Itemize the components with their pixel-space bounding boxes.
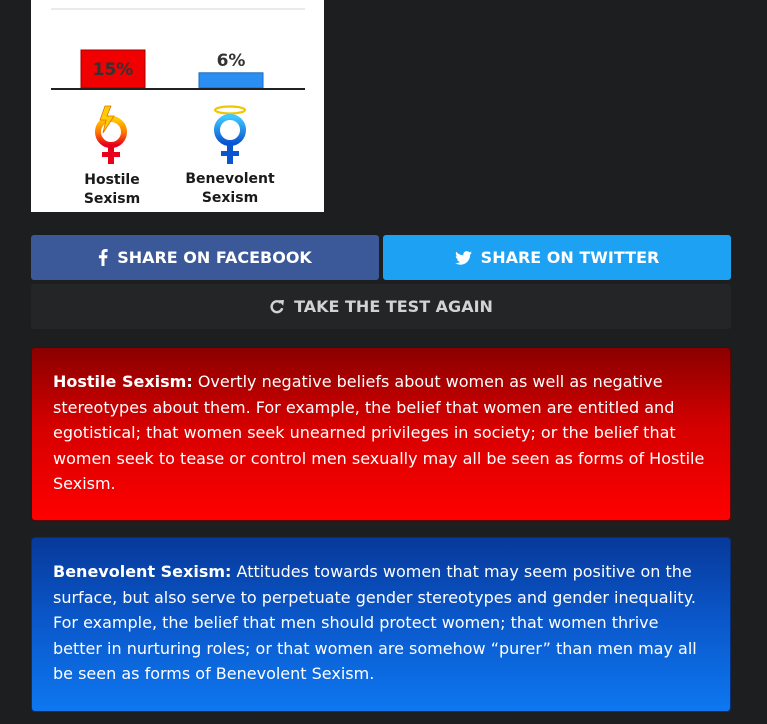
venus-lightning-icon: [98, 106, 124, 164]
hostile-sexism-term: Hostile Sexism:: [53, 372, 193, 391]
bar-value-label: 15%: [92, 60, 134, 80]
take-test-again-button[interactable]: [31, 284, 731, 329]
benevolent-sexism-text: Attitudes towards women that may seem positive on the surface, but also serve to perpetuate gender stereotypes and gender inequality. For example, the belief that men should protect women; that women thrive better in nurturing roles; or that women are somehow “purer” than men may all be seen as forms of Benevolent Sexism.: [53, 562, 697, 683]
facebook-icon: [98, 249, 108, 266]
take-test-again-label: TAKE THE TEST AGAIN: [294, 297, 493, 316]
venus-halo-icon: [215, 107, 245, 165]
bar-value-label: 6%: [216, 50, 246, 71]
hostile-sexism-text: Overtly negative beliefs about women as well as negative stereotypes about them. For example, the belief that women are entitled and egotistical; that women seek unearned privileges in society; or the belief that women seek to tease or control men sexually may all be seen as forms of Hostile Sexism.: [53, 372, 705, 493]
share-facebook-button[interactable]: [31, 235, 379, 280]
benevolent-sexism-definition: [31, 537, 731, 712]
category-label-benevolent: Benevolent Sexism: [185, 171, 275, 206]
share-facebook-label: SHARE ON FACEBOOK: [117, 248, 312, 267]
share-twitter-label: SHARE ON TWITTER: [480, 248, 660, 267]
bar-benevolent: [199, 73, 263, 88]
category-label-hostile: Hostile Sexism: [83, 172, 141, 207]
twitter-icon: [455, 251, 472, 265]
redo-icon: [269, 299, 285, 315]
benevolent-sexism-term: Benevolent Sexism:: [53, 562, 232, 581]
results-chart: [31, 0, 324, 212]
hostile-sexism-definition: [31, 347, 731, 521]
share-twitter-button[interactable]: [383, 235, 731, 280]
